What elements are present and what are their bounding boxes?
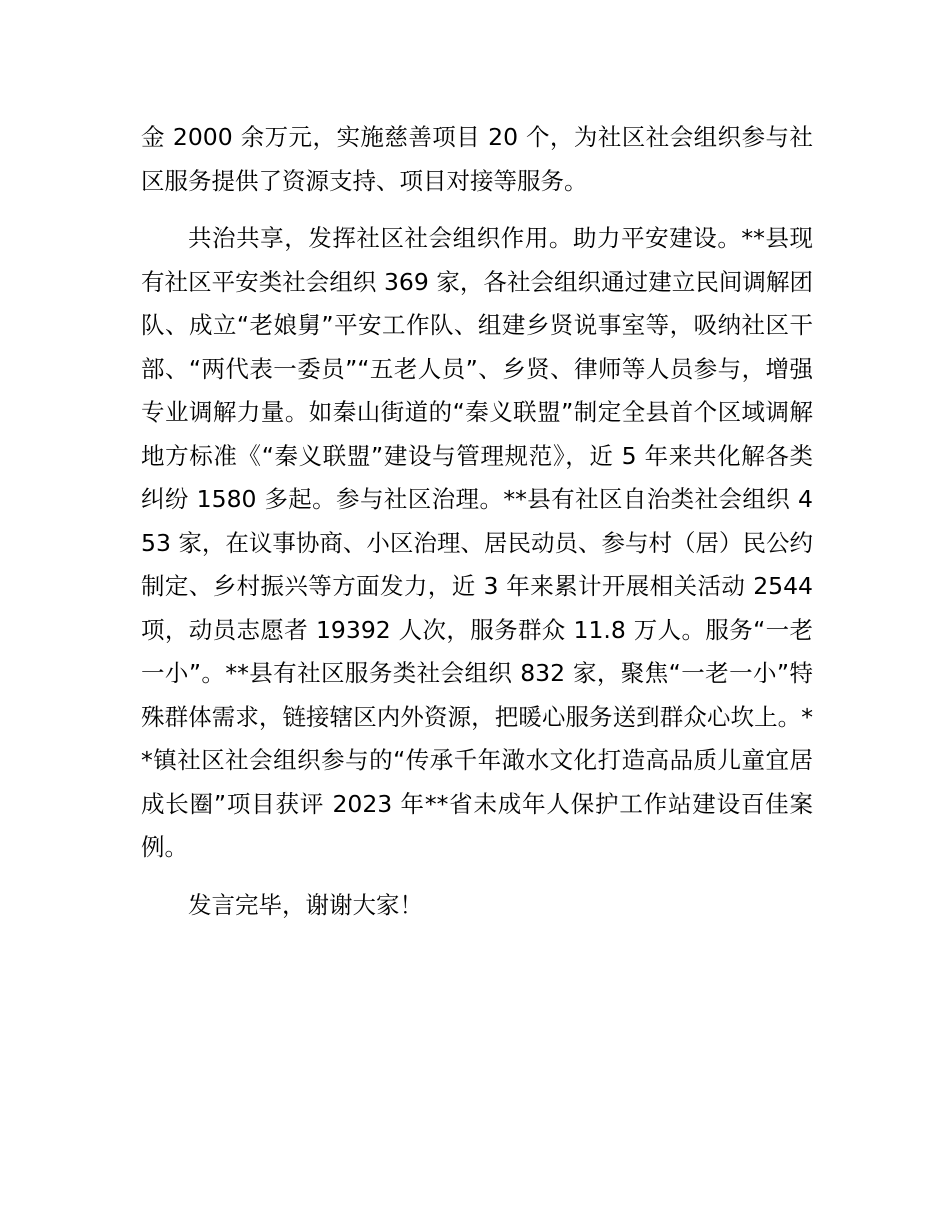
paragraph-continuation: 金 2000 余万元，实施慈善项目 20 个，为社区社会组织参与社区服务提供了资源支持、项目对接等服务。 [141,123,813,195]
paragraph-social-governance: 共治共享，发挥社区社会组织作用。助力平安建设。**县现有社区平安类社会组织 369 家，各社会组织通过建立民间调解团队、成立“老娘舅”平安工作队、组建乡贤说事室等，吸纳社区干部、“两代表一委员”“五老人员”、乡贤、律师等人员参与，增强专业调解力量。如秦山街道的“秦义联盟”制定全县首个区域调解地方标准《“秦义联盟”建设与管理规范》，近 5 年来共化解各类纠纷 1580 多起。参与社区治理。**县有社区自治类社会组织 453 家，在议事协商、小区治理、居民动员、参与村（居）民公约制定、乡村振兴等方面发力，近 3 年来累计开展相关活动 2544 项，动员志愿者 19392 人次，服务群众 11.8 万人。服务“一老一小”。**县有社区服务类社会组织 832 家，聚焦“一老一小”特殊群体需求，链接辖区内外资源，把暖心服务送到群众心坎上。**镇社区社会组织参与的“传承千年澉水文化打造高品质儿童宜居成长圈”项目获评 2023 年**省未成年人保护工作站建设百佳案例。 [141,224,813,861]
document-body [141,116,813,941]
paragraph-closing: 发言完毕，谢谢大家！ [188,890,423,919]
